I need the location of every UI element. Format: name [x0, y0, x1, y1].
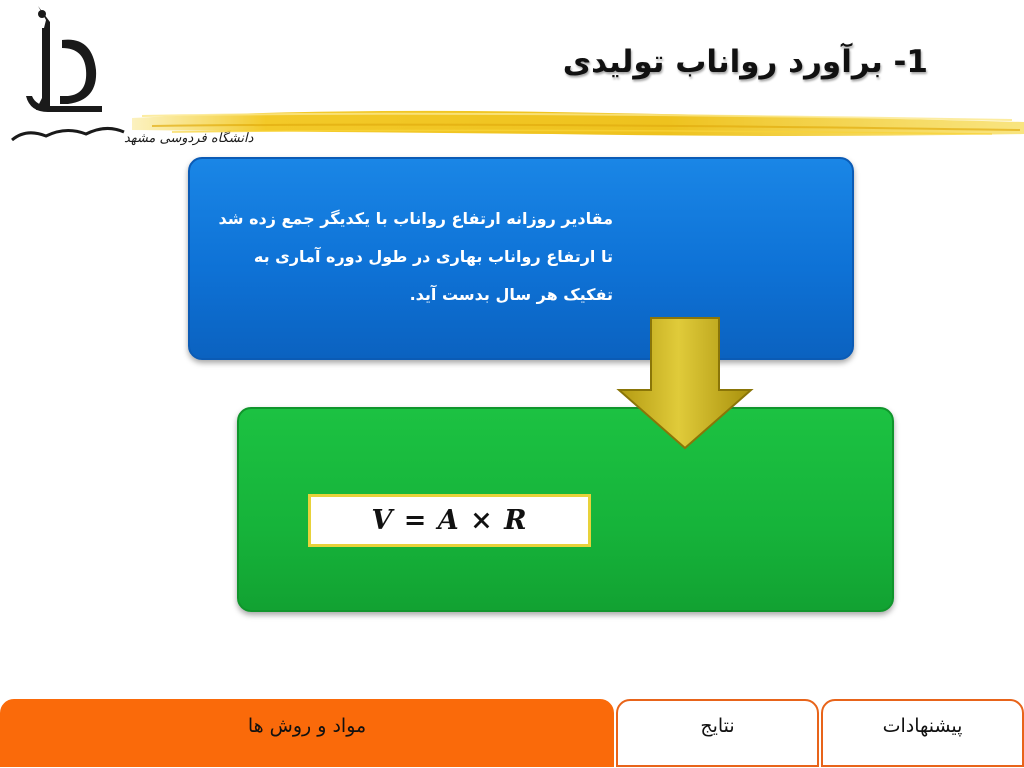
formula-box	[308, 494, 591, 547]
tab-results[interactable]	[616, 699, 819, 767]
page-title: 1- برآورد رواناب تولیدی	[562, 44, 928, 80]
tab-methods[interactable]	[0, 699, 614, 767]
logo-text: دانشگاه فردوسی مشهد	[124, 131, 254, 146]
description-text: مقادیر روزانه ارتفاع رواناب با یکدیگر جمع زده شد تا ارتفاع رواناب بهاری در طول دوره آماری به تفکیک هر سال بدست آید.	[218, 209, 613, 304]
ferdowsi-university-logo-icon	[6, 0, 254, 150]
tab-results-label: نتایج	[700, 715, 735, 737]
down-arrow-icon	[615, 316, 755, 452]
brush-stroke-divider	[132, 104, 1024, 142]
tab-suggestions-label: پیشنهادات	[882, 715, 963, 737]
tab-methods-label: مواد و روش ها	[247, 715, 367, 737]
tab-suggestions[interactable]	[821, 699, 1024, 767]
formula-text: V = A × R	[371, 505, 528, 536]
